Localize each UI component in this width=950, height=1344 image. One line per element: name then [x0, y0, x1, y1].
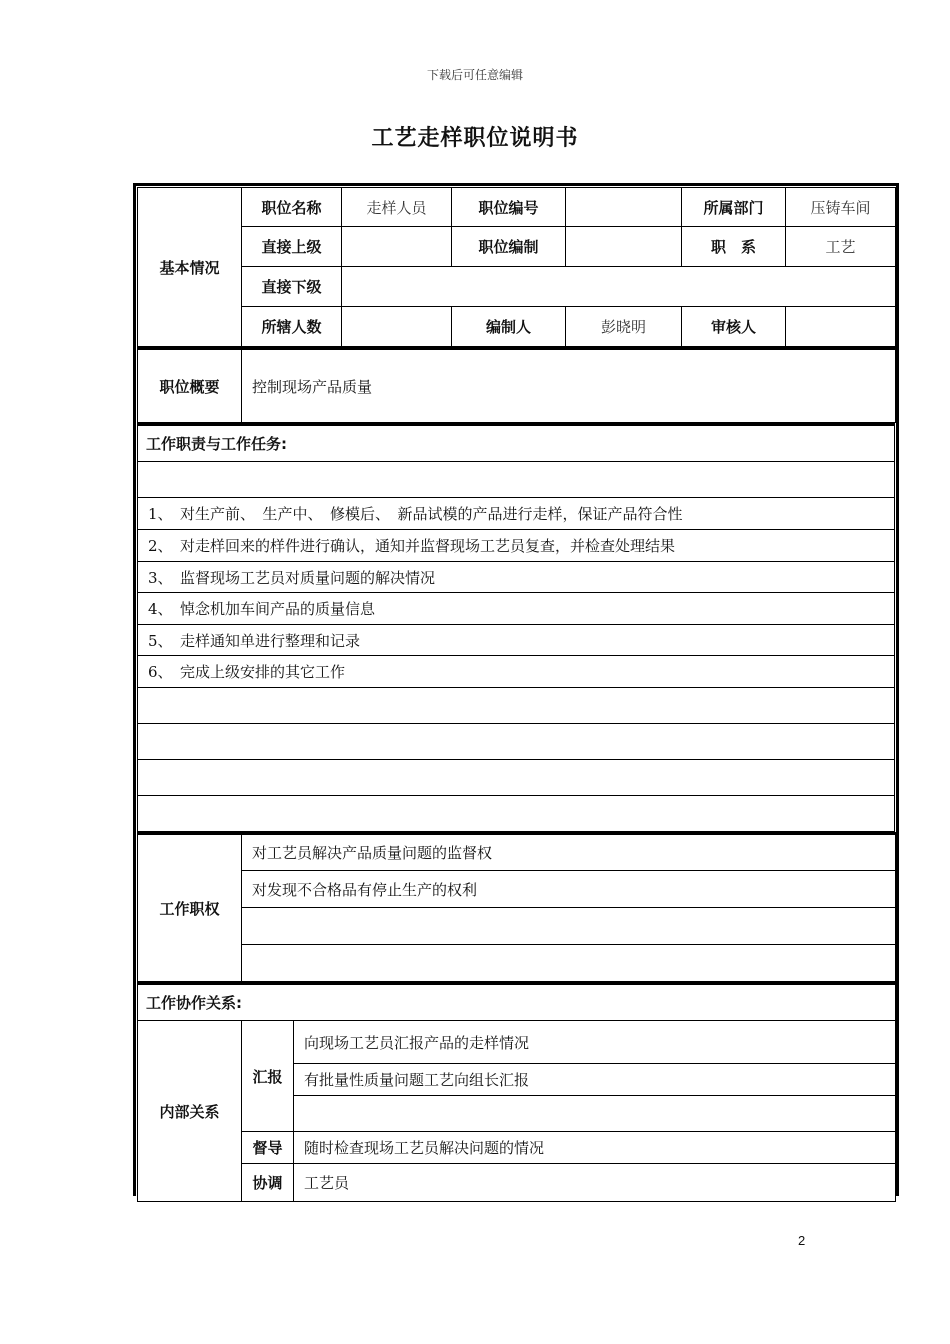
subordinate-value [342, 267, 896, 307]
report-blank-row [294, 1096, 896, 1132]
duty-item: 6、 完成上级安排的其它工作 [138, 656, 895, 688]
duty-item: 3、 监督现场工艺员对质量问题的解决情况 [138, 562, 895, 593]
internal-relations-label: 内部关系 [138, 1021, 242, 1202]
duties-blank-row [138, 724, 895, 760]
headcount-label: 职位编制 [452, 227, 566, 267]
job-description-form [137, 187, 895, 1202]
duty-item: 4、 悼念机加车间产品的质量信息 [138, 593, 895, 625]
position-code-value [566, 188, 682, 227]
supervise-text: 随时检查现场工艺员解决问题的情况 [294, 1132, 896, 1164]
duties-blank-row [138, 688, 895, 724]
position-name-label: 职位名称 [242, 188, 342, 227]
header-note: 下载后可任意编辑 [426, 68, 523, 82]
duties-blank-row [138, 462, 895, 498]
coordinate-text: 工艺员 [294, 1164, 896, 1202]
authority-item: 对发现不合格品有停止生产的权利 [242, 871, 896, 908]
report-item: 向现场工艺员汇报产品的走样情况 [294, 1021, 896, 1064]
headcount-value [566, 227, 682, 267]
superior-value [342, 227, 452, 267]
report-item: 有批量性质量问题工艺向组长汇报 [294, 1064, 896, 1096]
reviewer-label: 审核人 [682, 307, 786, 347]
basic-info-table [137, 187, 896, 347]
subordinate-label: 直接下级 [242, 267, 342, 307]
department-value: 压铸车间 [786, 188, 896, 227]
duties-heading: 工作职责与工作任务: [138, 425, 895, 462]
summary-table [137, 347, 896, 423]
position-code-label: 职位编号 [452, 188, 566, 227]
authority-item: 对工艺员解决产品质量问题的监督权 [242, 834, 896, 871]
relations-heading: 工作协作关系: [138, 984, 896, 1021]
authority-table [137, 832, 896, 982]
summary-label: 职位概要 [138, 349, 242, 423]
page-number: 2 [798, 1233, 806, 1248]
relations-table [137, 982, 896, 1202]
series-label: 职 系 [682, 227, 786, 267]
duty-item: 2、 对走样回来的样件进行确认，通知并监督现场工艺员复查，并检查处理结果 [138, 530, 895, 562]
staff-count-value [342, 307, 452, 347]
coordinate-label: 协调 [242, 1164, 294, 1202]
author-label: 编制人 [452, 307, 566, 347]
reviewer-value [786, 307, 896, 347]
authority-label: 工作职权 [138, 834, 242, 982]
department-label: 所属部门 [682, 188, 786, 227]
report-label: 汇报 [242, 1021, 294, 1132]
authority-blank-row [242, 945, 896, 982]
basic-info-label: 基本情况 [138, 188, 242, 347]
authority-blank-row [242, 908, 896, 945]
staff-count-label: 所辖人数 [242, 307, 342, 347]
position-name-value: 走样人员 [342, 188, 452, 227]
supervise-label: 督导 [242, 1132, 294, 1164]
duties-blank-row [138, 796, 895, 832]
duties-blank-row [138, 760, 895, 796]
duties-table [137, 423, 895, 832]
author-value: 彭晓明 [566, 307, 682, 347]
duty-item: 5、 走样通知单进行整理和记录 [138, 625, 895, 656]
duty-item: 1、 对生产前、 生产中、 修模后、 新品试模的产品进行走样，保证产品符合性 [138, 498, 895, 530]
series-value: 工艺 [786, 227, 896, 267]
superior-label: 直接上级 [242, 227, 342, 267]
summary-text: 控制现场产品质量 [242, 349, 896, 423]
document-title: 工艺走样职位说明书 [371, 126, 579, 151]
